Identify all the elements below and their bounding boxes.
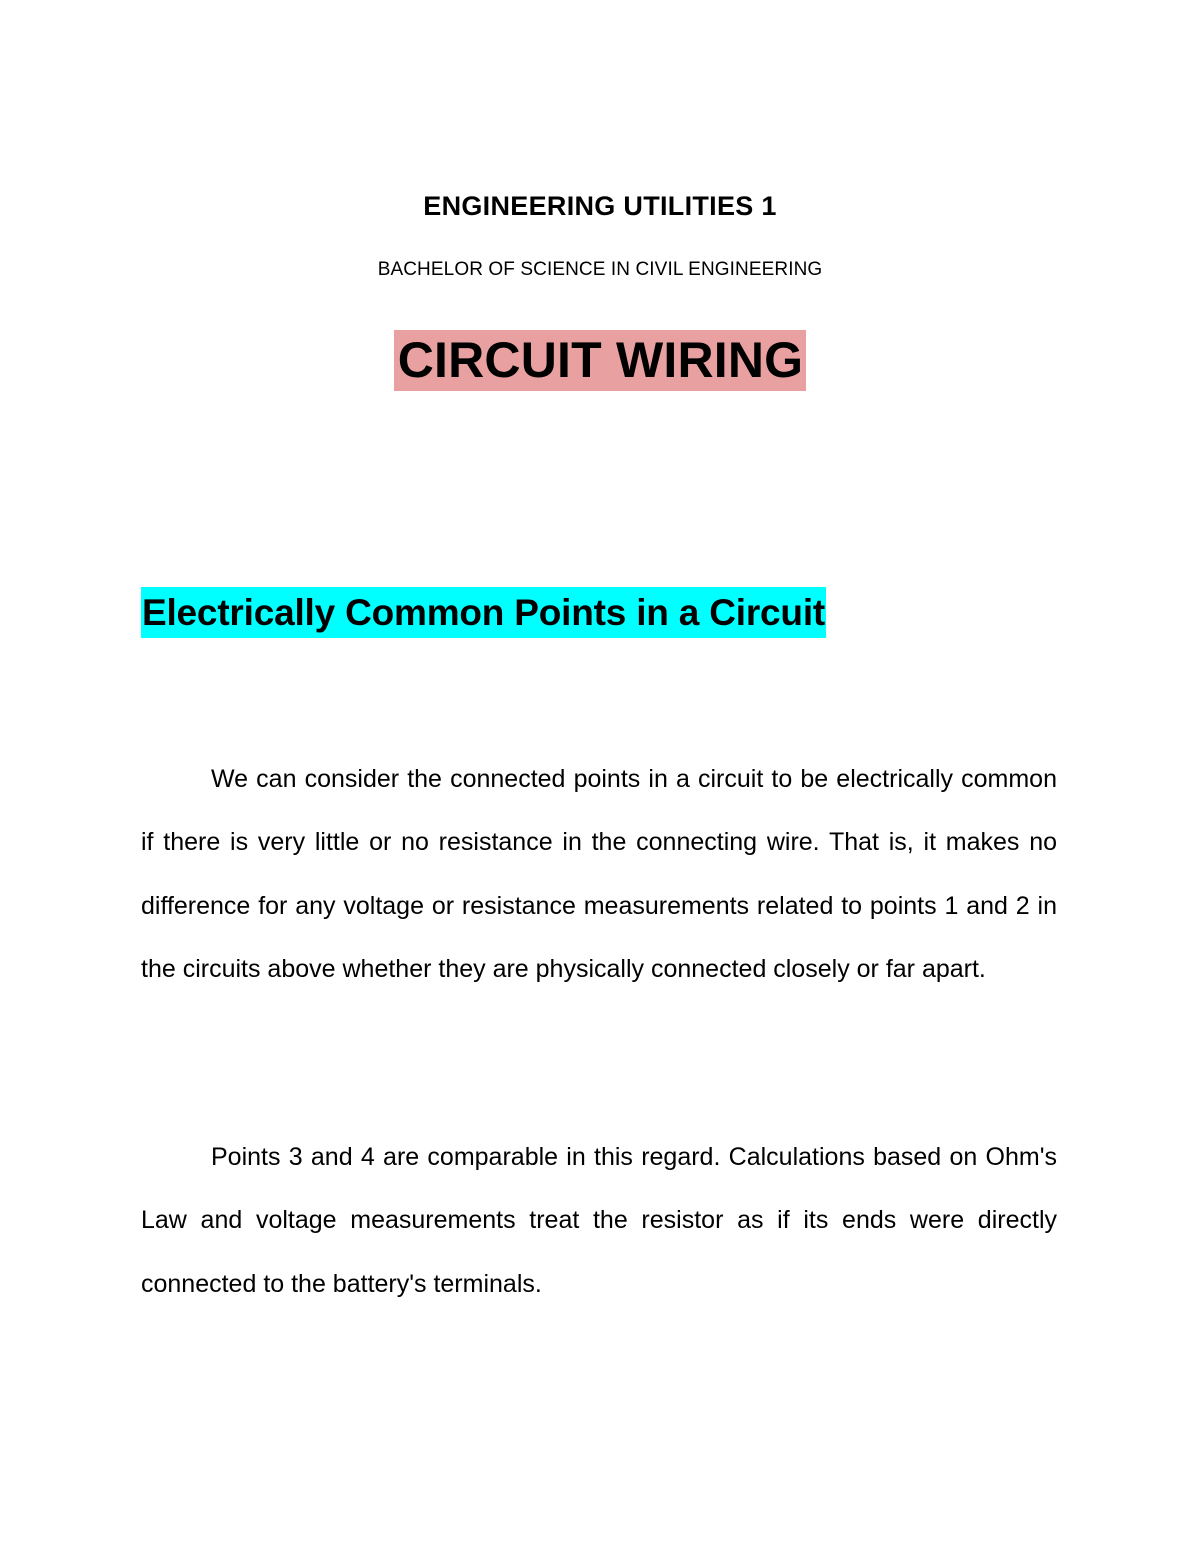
section-heading-container (141, 587, 826, 638)
body-paragraph-2: Points 3 and 4 are comparable in this regard. Calculations based on Ohm's Law and voltage measurements treat the resistor as if its ends were directly connected to the battery's terminals. (141, 1143, 1057, 1298)
body-paragraph-1: We can consider the connected points in a circuit to be electrically common if there is very little or no resistance in the connecting wire. That is, it makes no difference for any voltage or resistance measurements related to points 1 and 2 in the circuits above whether they are physically connected closely or far apart. (141, 765, 1057, 983)
section-heading: Electrically Common Points in a Circuit (141, 587, 826, 638)
main-title-container (0, 330, 1200, 391)
main-title: CIRCUIT WIRING (394, 330, 807, 391)
program-subtitle: BACHELOR OF SCIENCE IN CIVIL ENGINEERING (377, 259, 823, 280)
course-title: ENGINEERING UTILITIES 1 (423, 191, 777, 221)
